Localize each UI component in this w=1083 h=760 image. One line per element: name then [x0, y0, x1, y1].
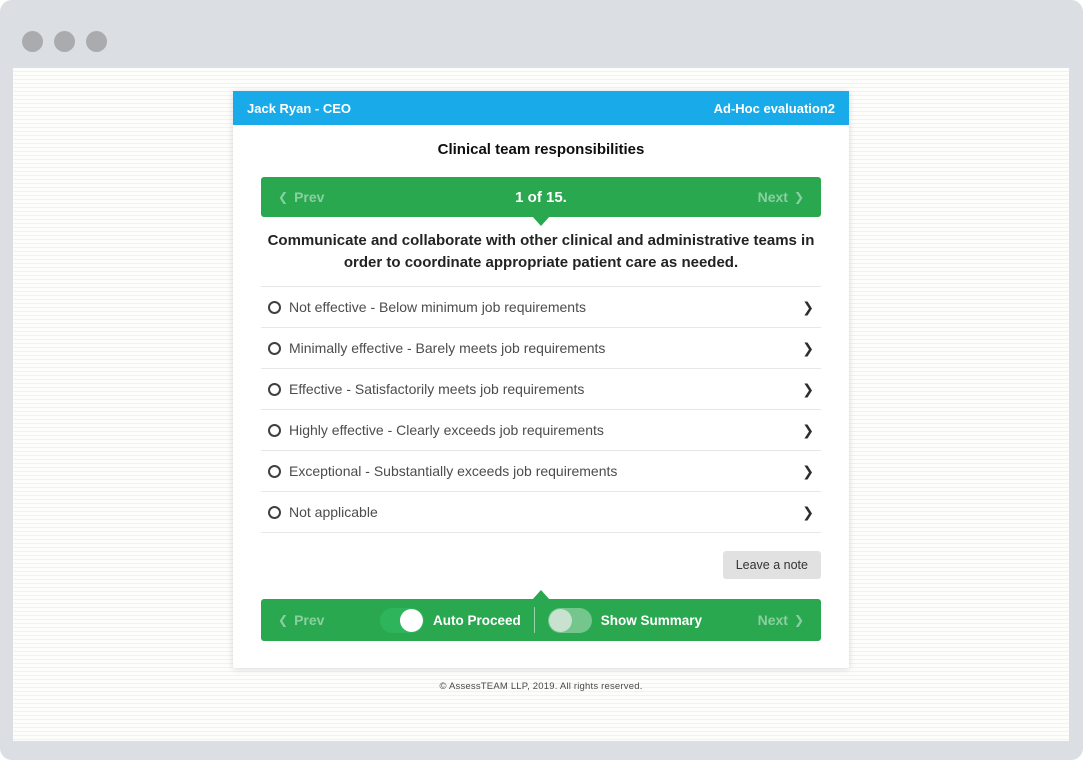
chevron-right-icon: ❯ — [802, 380, 814, 397]
window-dot-icon — [22, 31, 43, 52]
bottom-nav-bar — [261, 599, 821, 641]
chevron-right-icon: ❯ — [802, 339, 814, 356]
rating-option-label: Minimally effective - Barely meets job requirements — [289, 340, 606, 356]
next-label: Next — [757, 612, 788, 628]
prev-button[interactable] — [278, 189, 324, 205]
rating-option-label: Effective - Satisfactorily meets job requirements — [289, 381, 585, 397]
rating-option[interactable] — [261, 286, 821, 327]
question-counter: 1 of 15. — [515, 188, 567, 206]
radio-circle-icon — [268, 342, 281, 355]
browser-topbar — [0, 0, 1083, 68]
chevron-right-icon: ❯ — [793, 190, 804, 204]
prev-label: Prev — [294, 189, 325, 205]
rating-option[interactable] — [261, 368, 821, 409]
pointer-down-icon — [532, 216, 550, 226]
window-dot-icon — [86, 31, 107, 52]
divider — [534, 607, 535, 633]
radio-circle-icon — [268, 301, 281, 314]
chevron-right-icon: ❯ — [802, 503, 814, 520]
evaluation-card — [233, 91, 849, 668]
next-button[interactable] — [758, 189, 804, 205]
rating-option[interactable] — [261, 491, 821, 533]
window-dot-icon — [54, 31, 75, 52]
rating-option-label: Not applicable — [289, 504, 378, 520]
chevron-right-icon: ❯ — [802, 421, 814, 438]
copyright-text: © AssessTEAM LLP, 2019. All rights reserved. — [439, 681, 643, 692]
chevron-left-icon: ❮ — [278, 613, 289, 627]
pointer-up-icon — [532, 590, 550, 600]
chevron-right-icon: ❯ — [793, 613, 804, 627]
auto-proceed-label: Auto Proceed — [432, 612, 521, 628]
toggle-knob — [400, 609, 423, 632]
chevron-left-icon: ❮ — [278, 190, 289, 204]
rating-option[interactable] — [261, 327, 821, 368]
chevron-right-icon: ❯ — [802, 462, 814, 479]
next-label: Next — [757, 189, 788, 205]
rating-options-list — [261, 286, 821, 533]
radio-circle-icon — [268, 465, 281, 478]
prev-button-bottom[interactable] — [278, 612, 324, 628]
auto-proceed-toggle[interactable] — [380, 608, 424, 633]
chevron-right-icon: ❯ — [802, 298, 814, 315]
show-summary-toggle[interactable] — [548, 608, 592, 633]
question-nav-bar — [261, 177, 821, 217]
next-button-bottom[interactable] — [758, 612, 804, 628]
rating-option-label: Exceptional - Substantially exceeds job requirements — [289, 463, 618, 479]
radio-circle-icon — [268, 506, 281, 519]
evaluation-header — [233, 91, 849, 125]
toggle-knob — [549, 609, 572, 632]
page-title: Clinical team responsibilities — [437, 141, 645, 158]
window-controls — [22, 31, 107, 52]
rating-option-label: Not effective - Below minimum job requirements — [289, 299, 586, 315]
show-summary-label: Show Summary — [600, 612, 703, 628]
leave-note-button[interactable]: Leave a note — [723, 551, 821, 579]
rating-option[interactable] — [261, 450, 821, 491]
page-background — [13, 68, 1069, 741]
prev-label: Prev — [294, 612, 325, 628]
evaluator-name: Jack Ryan - CEO — [247, 100, 352, 116]
radio-circle-icon — [268, 424, 281, 437]
radio-circle-icon — [268, 383, 281, 396]
rating-option-label: Highly effective - Clearly exceeds job requirements — [289, 422, 604, 438]
rating-option[interactable] — [261, 409, 821, 450]
evaluation-name: Ad-Hoc evaluation2 — [713, 100, 835, 116]
bottom-nav-controls — [380, 607, 702, 633]
question-text: Communicate and collaborate with other clinical and administrative teams in order to coordinate appropriate patient care as needed. — [267, 232, 815, 271]
